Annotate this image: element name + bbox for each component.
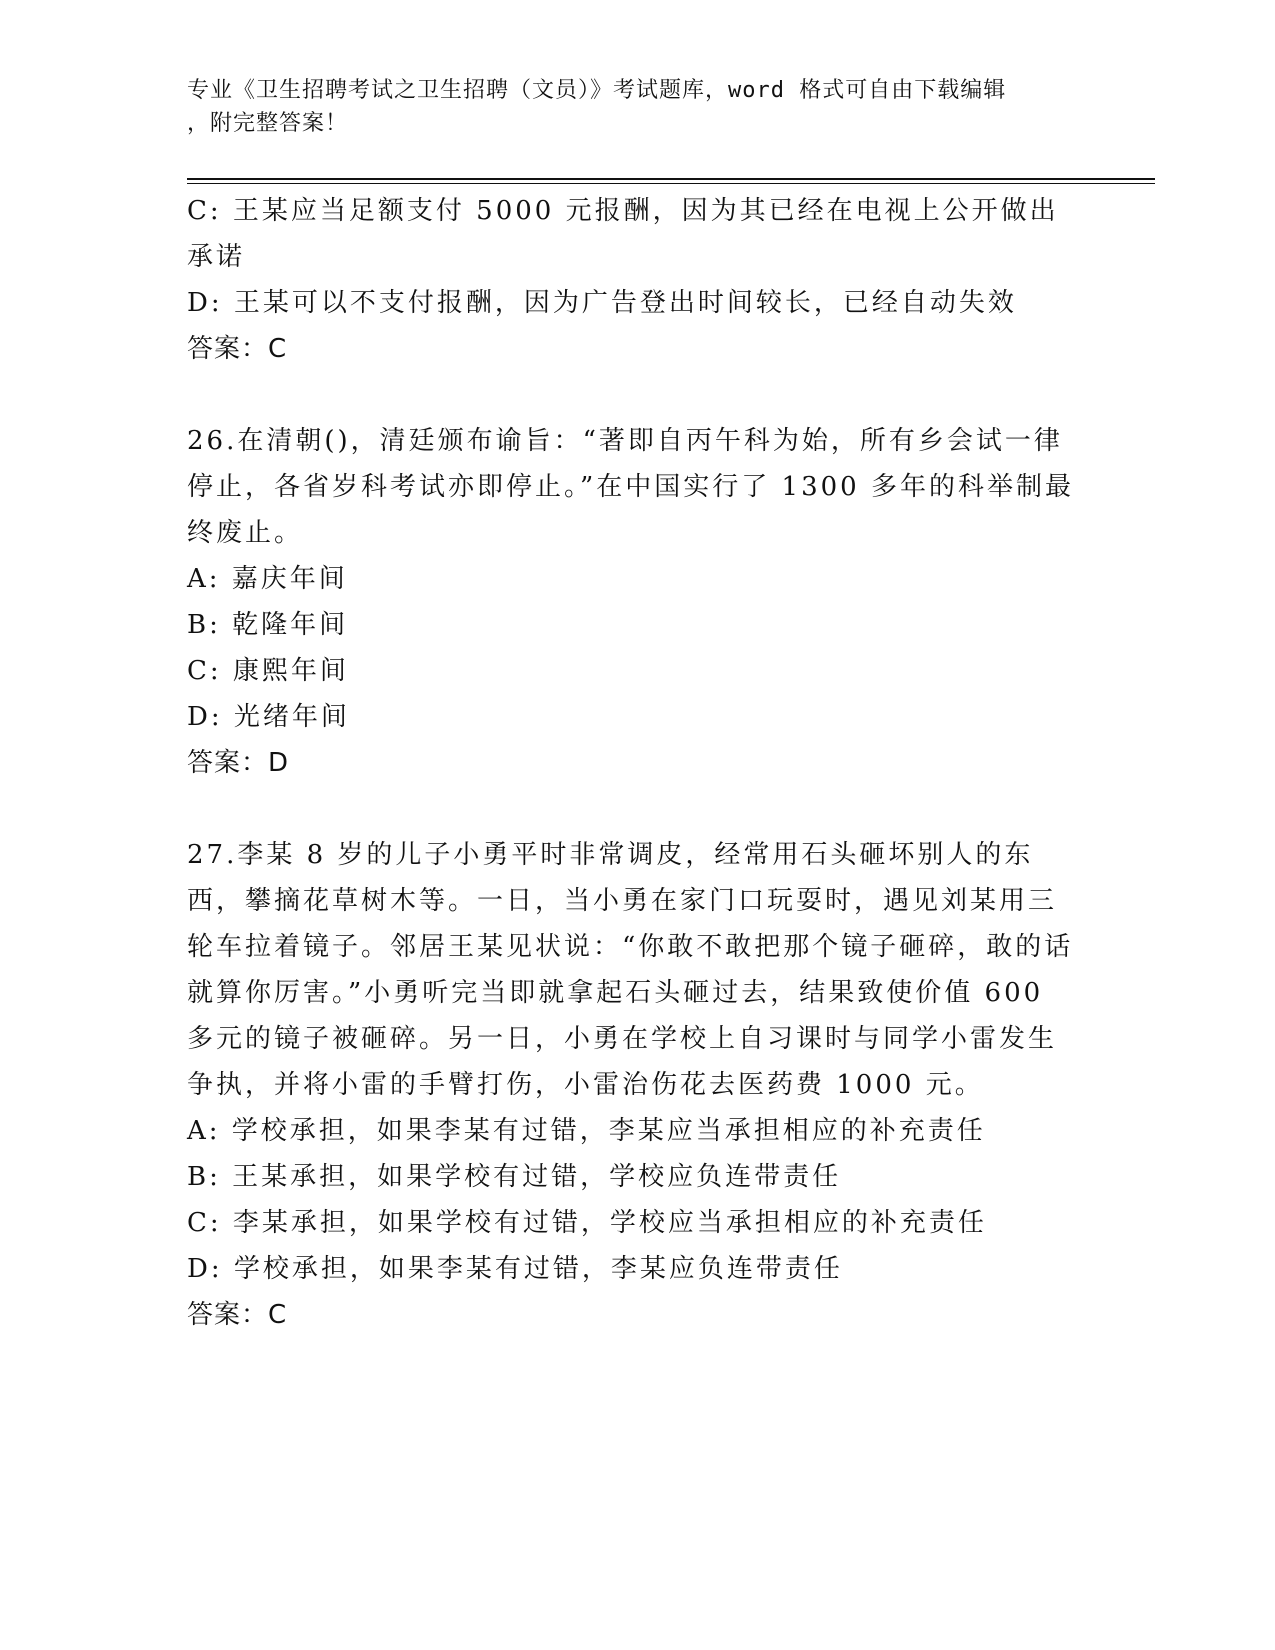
option-b: B: 乾隆年间 — [187, 610, 349, 640]
answer-line: 答案：D — [187, 748, 290, 778]
question-stem: 26.在清朝()，清廷颁布谕旨：“著即自丙午科为始，所有乡会试一律停止，各省岁科考试亦即停止。”在中国实行了 1300 多年的科举制最终废止。 — [187, 426, 1074, 548]
option-d: D: 光绪年间 — [187, 702, 350, 732]
header-rule-thick — [187, 178, 1155, 180]
option-a: A: 学校承担，如果李某有过错，李某应当承担相应的补充责任 — [187, 1116, 986, 1146]
prev-question-block — [187, 188, 1077, 372]
document-body — [187, 188, 1077, 1338]
option-a: A: 嘉庆年间 — [187, 564, 348, 594]
question-stem: 27.李某 8 岁的儿子小勇平时非常调皮，经常用石头砸坏别人的东西，攀摘花草树木等。一日，当小勇在家门口玩耍时，遇见刘某用三轮车拉着镜子。邻居王某见状说：“你敢不敢把那个镜子砸碎，敢的话就算你厉害。”小勇听完当即就拿起石头砸过去，结果致使价值 600 多元的镜子被砸碎。另一日，小勇在学校上自习课时与同学小雷发生争执，并将小雷的手臂打伤，小雷治伤花去医药费 1000 元。 — [187, 840, 1074, 1100]
answer-line: 答案：C — [187, 1300, 288, 1330]
option-d: D: 学校承担，如果李某有过错，李某应负连带责任 — [187, 1254, 843, 1284]
header-line-2: ，附完整答案！ — [187, 111, 349, 136]
question-27 — [187, 832, 1077, 1338]
header-rule-thin — [187, 183, 1155, 184]
option-c: C: 康熙年间 — [187, 656, 349, 686]
answer-line: 答案：C — [187, 334, 288, 364]
option-b: B: 王某承担，如果学校有过错，学校应负连带责任 — [187, 1162, 842, 1192]
option-c: C: 王某应当足额支付 5000 元报酬，因为其已经在电视上公开做出承诺 — [187, 196, 1059, 272]
header-line-1: 专业《卫生招聘考试之卫生招聘（文员）》考试题库，word 格式可自由下载编辑 — [187, 78, 1007, 103]
question-26 — [187, 418, 1077, 786]
document-header — [187, 74, 1067, 140]
option-d: D: 王某可以不支付报酬，因为广告登出时间较长，已经自动失效 — [187, 288, 1017, 318]
option-c: C: 李某承担，如果学校有过错，学校应当承担相应的补充责任 — [187, 1208, 987, 1238]
